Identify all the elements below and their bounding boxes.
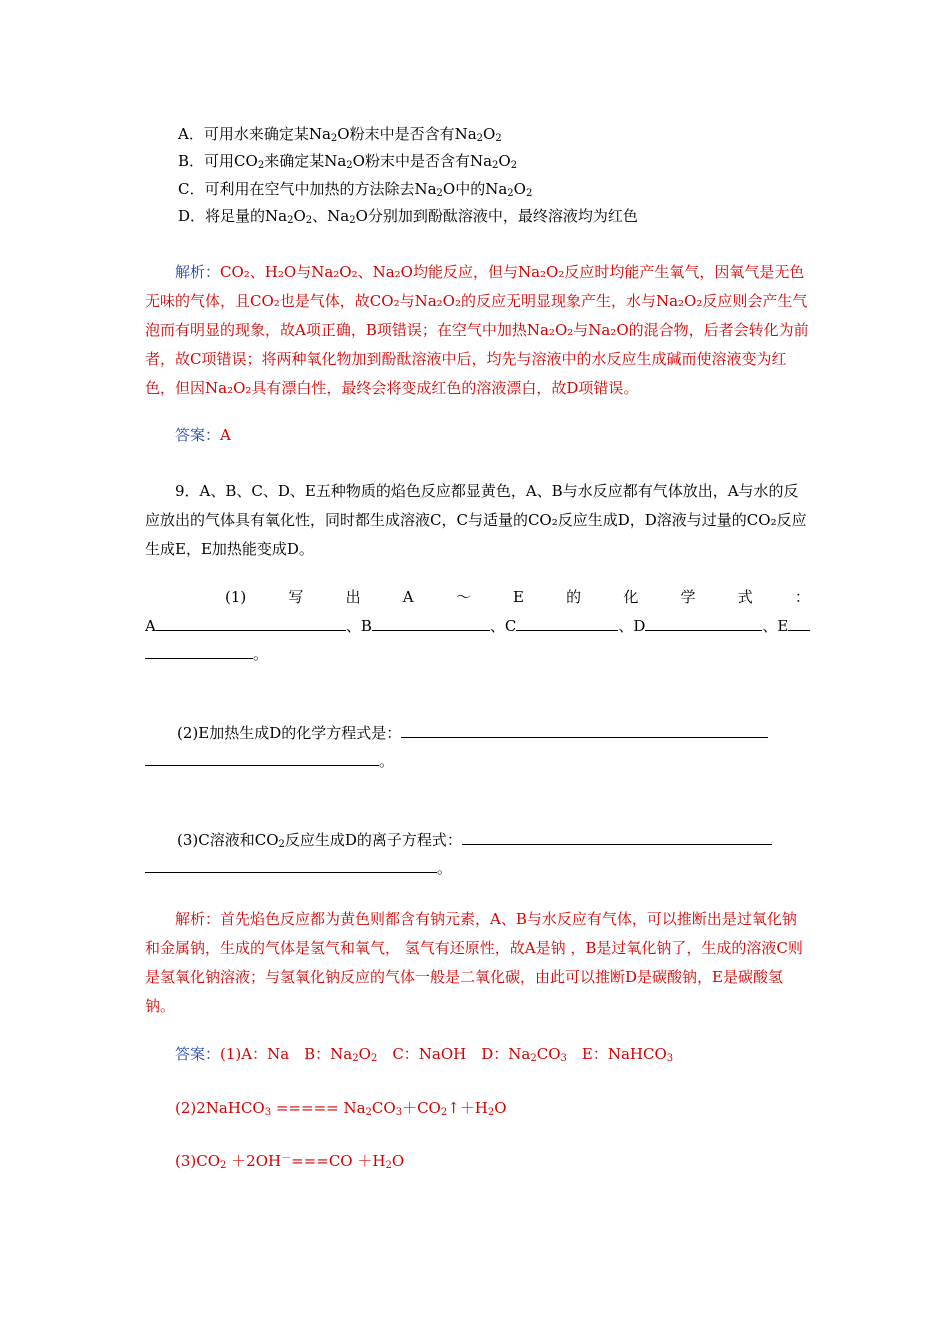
answer-2-line2: (2)2NaHCO$_3$ ===== $Na_2CO_3+CO_2↑+H_2O$ <box>175 1099 507 1118</box>
analysis-2-label: 解析： <box>175 910 221 928</box>
option-b: B．可用$CO_2$来确定某$Na_2O$粉末中是否含有$Na_2O_2$ <box>178 152 518 171</box>
q9-part3: (3)C溶液和$CO_2$反应生成D的离子方程式： <box>177 830 772 850</box>
answer-2-line3: $(3)CO_2 +2OH^-===CO +H_2O$ <box>175 1152 405 1171</box>
q9-part3-cont: 。 <box>145 858 452 878</box>
option-c: C．可利用在空气中加热的方法除去$Na_2O$中的$Na_2O_2$ <box>178 180 533 199</box>
analysis-1 <box>145 258 810 403</box>
q9-part1-blanks: A 、B 、C 、D 、E <box>145 616 810 636</box>
question-9-text: 9．A、B、C、D、E五种物质的焰色反应都显黄色，A、B与水反应都有气体放出，A与水的反应放出的气体具有氧化性，同时都生成溶液C，C与适量的CO₂反应生成D，D溶液与过量的CO₂反应生成E，E加热能变成D。 <box>145 482 807 558</box>
blank-b[interactable] <box>372 616 490 631</box>
analysis-2 <box>145 905 810 1021</box>
question-9 <box>145 477 810 564</box>
q9-part2: (2)E加热生成D的化学方程式是： <box>177 723 768 743</box>
blank-part2-cont[interactable] <box>145 751 379 766</box>
option-a: A．可用水来确定某$Na_2O$粉末中是否含有$Na_2O_2$ <box>178 125 502 144</box>
q9-part1-blank-cont: 。 <box>145 644 268 664</box>
answer-2-line1: 答案：(1)A：Na B：$Na_2O_2$ C：NaOH D：$Na_2CO_3$ E：NaHCO$_3$ <box>175 1045 674 1064</box>
analysis-1-text: CO₂、H₂O与Na₂O₂、Na₂O均能反应，但与Na₂O₂反应时均能产生氧气，因氧气是无色无味的气体，且CO₂也是气体，故CO₂与Na₂O₂的反应无明显现象产生，水与Na₂O₂反应则会产生气泡而有明显的现象，故A项正确，B项错误；在空气中加热Na₂O₂与Na₂O的混合物，后者会转化为前者，故C项错误；将两种氧化物加到酚酞溶液中后，均先与溶液中的水反应生成碱而使溶液变为红色，但因Na₂O₂具有漂白性，最终会将变成红色的溶液漂白，故D项错误。 <box>145 263 809 397</box>
blank-part3[interactable] <box>462 830 772 845</box>
blank-part3-cont[interactable] <box>145 858 437 873</box>
blank-c[interactable] <box>516 616 618 631</box>
analysis-1-label: 解析： <box>175 263 221 281</box>
answer-1: 答案：A <box>175 426 231 444</box>
blank-e[interactable] <box>788 616 810 631</box>
blank-a[interactable] <box>156 616 346 631</box>
blank-part2[interactable] <box>401 723 768 738</box>
q9-part1-prompt: (1) 写 出 A ～ E 的 化 学 式 ： <box>225 588 810 606</box>
q9-part2-cont: 。 <box>145 751 394 771</box>
blank-d[interactable] <box>645 616 762 631</box>
option-d: D．将足量的$Na_2O_2$、$Na_2O$分别加到酚酞溶液中，最终溶液均为红色 <box>178 207 638 226</box>
blank-e-cont[interactable] <box>145 644 253 659</box>
analysis-2-text: 首先焰色反应都为黄色则都含有钠元素，A、B与水反应有气体，可以推断出是过氧化钠和金属钠，生成的气体是氢气和氧气， 氢气有还原性，故A是钠 ，B是过氧化钠了，生成的溶液C则是氢氧化钠溶液；与氢氧化钠反应的气体一般是二氧化碳，由此可以推断D是碳酸钠，E是碳酸氢钠。 <box>145 910 803 1015</box>
